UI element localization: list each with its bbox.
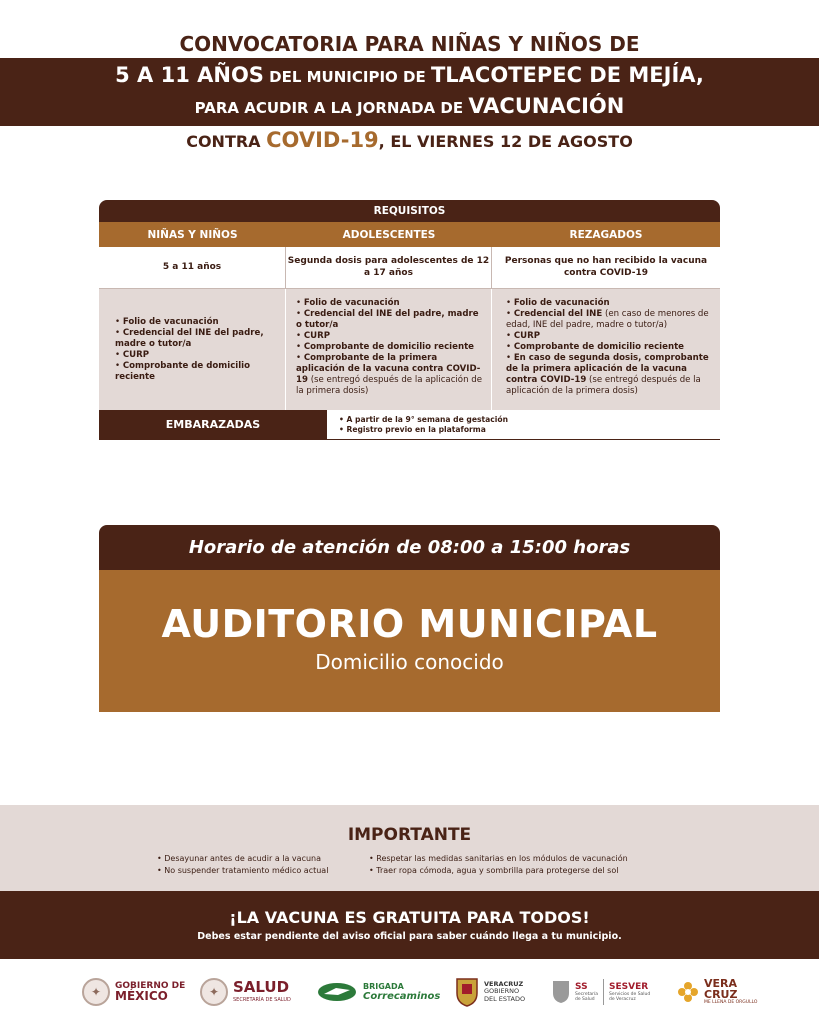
kids-requirements — [99, 289, 286, 410]
logo-text: Servicios de Salud — [609, 992, 651, 997]
campaign-prefix: PARA ACUDIR A LA JORNADA DE — [194, 99, 464, 117]
list-item: • Traer ropa cómoda, agua y sombrilla para protegerse del sol — [369, 865, 628, 877]
flower-pattern-icon — [677, 981, 699, 1003]
kids-description: 5 a 11 años — [99, 247, 286, 288]
requirements-list-row — [99, 289, 720, 410]
title-line-1: CONVOCATORIA PARA NIÑAS Y NIÑOS DE — [179, 32, 640, 56]
important-section — [0, 805, 819, 891]
pregnant-label: EMBARAZADAS — [99, 410, 327, 439]
title-line-3 — [0, 94, 819, 118]
logo-text: DEL ESTADO — [484, 994, 526, 1003]
list-item: • CURP — [296, 331, 485, 342]
campaign-word: VACUNACIÓN — [468, 94, 625, 118]
requirements-title: REQUISITOS — [99, 200, 720, 222]
pregnant-row — [99, 410, 720, 440]
list-item: • CURP — [506, 331, 714, 342]
municipality-prefix: DEL MUNICIPIO DE — [269, 68, 426, 86]
free-vaccine-band — [0, 891, 819, 959]
gobierno-mexico-logo — [82, 976, 185, 1008]
list-item: • En caso de segunda dosis, comprobante de la primera aplicación de la vacuna contra COVID-19 (se entregó después de la aplicación de la primera dosis) — [506, 353, 714, 397]
logo-text: SECRETARÍA DE SALUD — [233, 997, 291, 1003]
age-range: 5 A 11 AÑOS — [115, 63, 264, 87]
list-item: • Credencial del INE (en caso de menores de edad, INE del padre, madre o tutor/a) — [506, 309, 714, 331]
logo-text: Correcaminos — [363, 991, 441, 1002]
list-item: • Respetar las medidas sanitarias en los módulos de vacunación — [369, 853, 628, 865]
logo-text: ME LLENA DE ORGULLO — [704, 1000, 758, 1005]
covid-label: COVID-19 — [266, 128, 379, 152]
logo-text: SS — [575, 982, 588, 992]
title-line-4 — [0, 128, 819, 152]
against-label: CONTRA — [186, 132, 261, 151]
brigada-correcaminos-logo — [316, 976, 440, 1008]
logo-text: GOBIERNO — [484, 987, 520, 996]
veracruz-gobierno-logo — [455, 976, 525, 1008]
important-list-left — [157, 853, 328, 877]
logo-text: SESVER — [609, 982, 649, 992]
logo-text: VERA — [704, 977, 738, 990]
list-item: • Comprobante de domicilio reciente — [115, 361, 279, 383]
title-line-2 — [0, 63, 819, 87]
logo-text: CRUZ — [704, 988, 738, 1001]
event-date: , EL VIERNES 12 DE AGOSTO — [378, 132, 633, 151]
logo-text: SALUD — [233, 978, 290, 996]
list-item: • CURP — [115, 350, 279, 361]
list-item: • Folio de vacunación — [506, 298, 714, 309]
veracruz-orgullo-logo — [677, 976, 757, 1008]
location-body — [99, 570, 720, 712]
lagging-description: Personas que no han recibido la vacuna contra COVID-19 — [504, 255, 708, 278]
list-item: • No suspender tratamiento médico actual — [157, 865, 328, 877]
requirements-table — [99, 200, 720, 440]
teens-requirements — [286, 289, 492, 410]
requirements-columns — [99, 222, 720, 247]
list-item: • A partir de la 9° semana de gestación — [339, 415, 508, 425]
logo-text: GOBIERNO DE — [115, 981, 186, 991]
list-item: • Registro previo en la plataforma — [339, 425, 508, 435]
venue-name: AUDITORIO MUNICIPAL — [161, 602, 658, 646]
logo-text: de Veracruz — [609, 997, 636, 1002]
eagle-seal-icon: ✦ — [82, 978, 110, 1006]
list-item: • Comprobante de domicilio reciente — [296, 342, 485, 353]
eagle-seal-icon: ✦ — [200, 978, 228, 1006]
logo-text: Secretaría — [575, 992, 598, 997]
list-item: • Folio de vacunación — [115, 317, 279, 328]
list-item: • Credencial del INE del padre, madre o tutor/a — [296, 309, 485, 331]
list-item: • Credencial del INE del padre, madre o tutor/a — [115, 328, 279, 350]
free-vaccine-title: ¡LA VACUNA ES GRATUITA PARA TODOS! — [229, 908, 590, 927]
column-kids: NIÑAS Y NIÑOS — [147, 228, 238, 241]
divider — [603, 979, 604, 1005]
coat-of-arms-icon — [455, 977, 479, 1007]
list-item: • Folio de vacunación — [296, 298, 485, 309]
list-item: • Desayunar antes de acudir a la vacuna — [157, 853, 328, 865]
list-item: • Comprobante de la primera aplicación de la vacuna contra COVID-19 (se entregó después de la aplicación de la primera dosis) — [296, 353, 485, 397]
pregnant-requirements — [327, 410, 508, 439]
venue-address: Domicilio conocido — [315, 650, 504, 674]
column-teens: ADOLESCENTES — [342, 228, 436, 241]
column-lagging: REZAGADOS — [569, 228, 643, 241]
important-title: IMPORTANTE — [347, 825, 472, 845]
requirements-description-row — [99, 247, 720, 289]
free-vaccine-subtitle: Debes estar pendiente del aviso oficial para saber cuándo llega a tu municipio. — [197, 931, 622, 942]
roadrunner-icon — [316, 980, 358, 1004]
schedule-hours: Horario de atención de 08:00 a 15:00 horas — [99, 525, 720, 570]
important-list-right — [369, 853, 628, 877]
logo-text: de Salud — [575, 997, 595, 1002]
logo-strip — [0, 968, 819, 1014]
list-item: • Comprobante de domicilio reciente — [506, 342, 714, 353]
teens-description: Segunda dosis para adolescentes de 12 a 17 años — [286, 247, 492, 288]
logo-text: BRIGADA — [363, 982, 404, 991]
municipality-name: TLACOTEPEC DE MEJÍA, — [430, 63, 704, 87]
state-shield-icon — [552, 980, 570, 1004]
salud-logo — [200, 976, 291, 1008]
lagging-requirements — [492, 289, 720, 410]
location-card — [99, 525, 720, 712]
logo-text: VERACRUZ — [484, 979, 524, 988]
logo-text: MÉXICO — [115, 989, 168, 1003]
ss-sesver-logo — [552, 976, 650, 1008]
